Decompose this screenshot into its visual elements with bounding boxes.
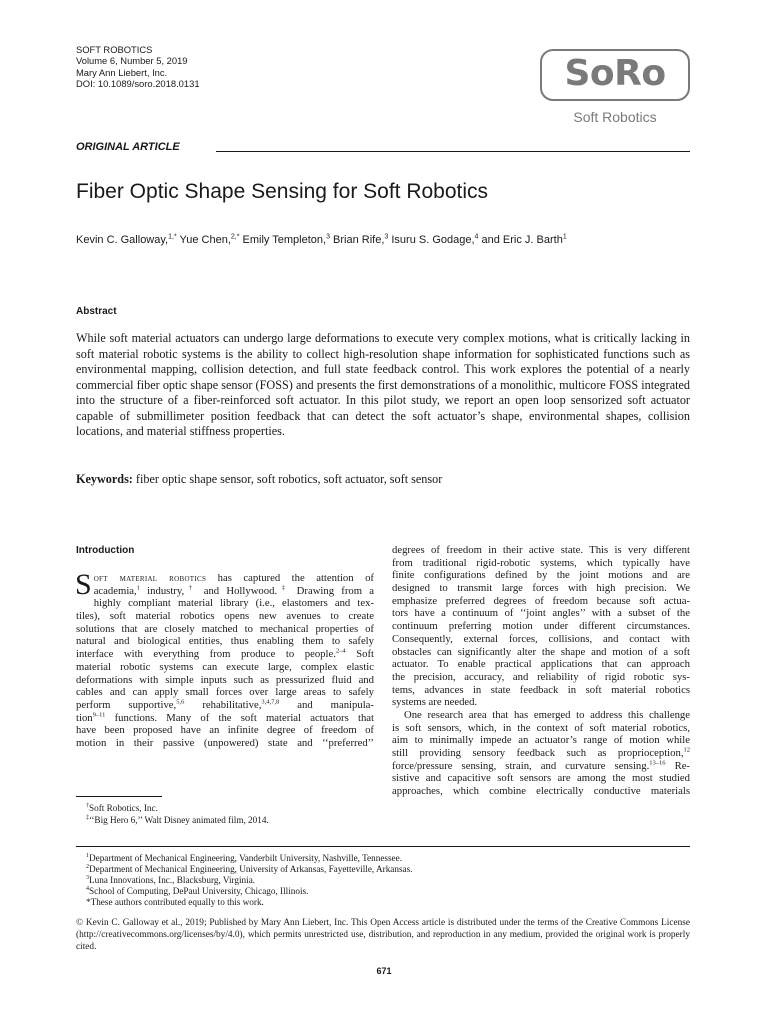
page-title: Fiber Optic Shape Sensing for Soft Robotics (76, 180, 489, 203)
text-span: emphasize preferred degrees of freedom because soft actua- (392, 594, 690, 607)
text-span: material robotic systems can execute large, complex elastic (76, 660, 374, 673)
text-line (392, 582, 690, 595)
keywords-label: Keywords: (76, 472, 133, 486)
text-line (392, 747, 690, 760)
text-span: actuator. To enable practical applications that can approach (392, 658, 690, 671)
text-span: obstacles can significantly alter the shape and motion of a soft (392, 645, 690, 658)
text-span: *These authors contributed equally to this work. (86, 897, 264, 908)
citation-superscript: 12 (683, 746, 690, 754)
drop-cap: S (75, 568, 92, 601)
abstract-heading: Abstract (76, 306, 117, 317)
affiliations (86, 853, 413, 908)
citation-superscript: 3,4,7,8 (261, 698, 280, 706)
text-line (392, 620, 690, 633)
text-line (76, 737, 374, 750)
text-line (392, 646, 690, 659)
text-span: industry, (139, 584, 185, 597)
text-line (392, 734, 690, 747)
journal-doi[interactable]: DOI: 10.1089/soro.2018.0131 (76, 78, 200, 90)
logo-text: SoRo (564, 53, 666, 94)
author-affiliation-mark: 2,* (230, 233, 240, 241)
citation-superscript: 1 (136, 584, 140, 592)
soro-logo (540, 49, 690, 130)
text-span: Re- (665, 759, 690, 772)
author-name: Emily Templeton, (239, 234, 327, 246)
text-line (392, 785, 690, 798)
citation-superscript: 3 (86, 875, 89, 882)
text-span: Luna Innovations, Inc., Blacksburg, Virginia. (89, 875, 256, 886)
logo-subtitle: Soft Robotics (573, 109, 657, 125)
affiliation (86, 875, 413, 886)
journal-info (76, 44, 200, 90)
text-span: have been proposed have an infinite degree of freedom of (76, 724, 374, 737)
text-span: School of Computing, DePaul University, Chicago, Illinois. (89, 886, 309, 897)
citation-superscript: † (184, 584, 197, 592)
text-line (76, 597, 374, 610)
text-span: from traditional rigid-robotic systems, which typically have (392, 556, 690, 569)
header-divider (216, 151, 690, 152)
text-span: designed to transmit large forces with high precision. We (392, 582, 690, 595)
footnote (86, 815, 269, 827)
text-span: tion (76, 711, 93, 724)
text-span: solutions that are closely matched to mechanical properties of (76, 622, 374, 635)
footnotes (86, 803, 269, 826)
text-span: academia, (93, 584, 137, 597)
text-span: tiles), soft material robotics opens new avenues to create (76, 610, 374, 623)
text-line (76, 724, 374, 737)
text-span: Soft (345, 648, 374, 661)
text-line (76, 610, 374, 623)
text-span: force/pressure sensing, strain, and curvature sensing. (392, 759, 650, 772)
text-span: finite configurations defined by the joint motions and are (392, 569, 690, 582)
citation-superscript: † (86, 802, 89, 809)
author-list (76, 234, 567, 246)
citation-superscript: ‡ (277, 584, 290, 592)
text-span: perform supportive, (76, 698, 177, 711)
smallcaps-lead: oft material robotics (93, 572, 207, 584)
text-span: cables and can apply small forces over large areas to safely (76, 686, 374, 699)
author-affiliation-mark: 1,* (168, 233, 177, 241)
text-span: functions. Many of the soft material actuators that (105, 711, 374, 724)
text-line (392, 760, 690, 773)
text-line (76, 674, 374, 687)
affiliation (86, 853, 413, 864)
right-column (392, 544, 690, 798)
text-span: Department of Mechanical Engineering, Vanderbilt University, Nashville, Tennessee. (89, 853, 402, 863)
text-span: still providing sensory feedback such as proprioception, (392, 747, 684, 759)
affiliation (86, 864, 413, 875)
citation-superscript: 2 (86, 864, 89, 871)
citation-superscript: 9–11 (92, 711, 106, 718)
affiliation (86, 886, 413, 897)
affiliation (86, 897, 413, 908)
text-span: the precision, accuracy, and reliability of rigid robotic sys- (392, 670, 690, 683)
text-span: Consequently, external forces, collisions, and contact with (392, 632, 690, 645)
text-span: aim to minimally impede an actuator’s range of motion while (392, 734, 690, 747)
text-span: tors have a continuum of ‘‘joint angles’’ with a subset of the (392, 607, 690, 620)
article-type: ORIGINAL ARTICLE (76, 141, 180, 153)
citation-superscript: 13–16 (649, 759, 666, 767)
text-line (392, 772, 690, 785)
footnote (86, 803, 269, 815)
text-line (392, 633, 690, 646)
text-line (392, 709, 690, 722)
text-span: and manipula- (279, 698, 374, 711)
text-span: Soft Robotics, Inc. (89, 803, 158, 813)
text-line (76, 572, 374, 585)
left-column (75, 568, 375, 750)
text-line (76, 712, 374, 725)
keywords-text: fiber optic shape sensor, soft robotics, soft actuator, soft sensor (132, 472, 443, 486)
text-line (76, 635, 374, 648)
journal-volume: Volume 6, Number 5, 2019 (76, 55, 188, 67)
text-line (392, 658, 690, 671)
text-line (392, 569, 690, 582)
author-affiliation-mark: 4 (474, 233, 479, 241)
citation-superscript: 5,6 (176, 698, 185, 706)
text-span: deformations with simple inputs such as pressurized fluid and (76, 673, 374, 686)
page-number: 671 (376, 966, 392, 976)
author-name: Isuru S. Godage, (388, 234, 475, 246)
text-span: One research area that has emerged to address this challenge (404, 708, 690, 721)
text-span: motion in their passive (unpowered) state and ‘‘preferred’’ (76, 736, 374, 749)
footnote-divider (76, 796, 162, 797)
author-affiliation-mark: 3 (384, 233, 389, 241)
text-line (392, 595, 690, 608)
text-span: sistive and capacitive soft sensors are among the most studied (392, 772, 690, 785)
citation-superscript: ‡ (86, 814, 89, 821)
text-line (392, 684, 690, 697)
text-span: highly compliant material library (i.e., elastomers and tex- (93, 597, 374, 610)
text-line (76, 623, 374, 636)
text-line (392, 557, 690, 570)
license-text: © Kevin C. Galloway et al., 2019; Published by Mary Ann Liebert, Inc. This Open Access article is distributed under the terms of the Creative Commons License (http://creativecommons.org/licenses/by/4.0), which permits unrestricted use, distribution, and reproduction in any medium, provided the original work is properly cited. (76, 918, 690, 952)
text-line (76, 661, 374, 674)
introduction-heading: Introduction (76, 545, 135, 556)
text-span: is soft sensors, which, in the context of soft material robotics, (392, 721, 690, 734)
author-affiliation-mark: 3 (326, 233, 330, 241)
text-span: systems are needed. (392, 696, 478, 709)
citation-superscript: 4 (86, 886, 89, 893)
keywords (76, 472, 690, 487)
journal-name: SOFT ROBOTICS (76, 44, 153, 55)
text-line (392, 722, 690, 735)
author-affiliation-mark: 1 (562, 233, 567, 241)
text-line (76, 585, 374, 598)
text-span: rehabilitative, (184, 698, 262, 711)
author-name: Yue Chen, (176, 234, 231, 246)
author-name: and Eric J. Barth (478, 234, 563, 246)
author-name: Brian Rife, (329, 234, 385, 246)
text-line (76, 699, 374, 712)
text-span: degrees of freedom in their active state. This is very different (392, 544, 690, 556)
text-span: and Hollywood. (196, 584, 278, 597)
text-line (392, 544, 690, 557)
text-span: approaches, which combine electrically conductive materials (392, 785, 690, 798)
text-span: ‘‘Big Hero 6,’’ Walt Disney animated film, 2014. (89, 814, 269, 825)
citation-superscript: 1 (86, 852, 89, 859)
text-span: continuum preferring motion under different circumstances. (392, 620, 690, 633)
text-span: has captured the attention of (206, 572, 374, 584)
text-line (76, 686, 374, 699)
text-line (392, 671, 690, 684)
affiliation-divider (76, 846, 690, 847)
text-span: Department of Mechanical Engineering, University of Arkansas, Fayetteville, Arkansas. (89, 864, 413, 875)
abstract-body: While soft material actuators can undergo large deformations to execute very complex motions, what is critically lacking in soft material robotic systems is the ability to collect high-resolution shape information for sophisticated functions such as environmental mapping, collision detection, and full state feedback control. This work explores the potential of a nearly commercial fiber optic shape sensor (FOSS) and presents the first demonstrations of a monolithic, multicore FOSS integrated into the structure of a fiber-reinforced soft actuator. In this pilot study, we report an open loop sensorized soft actuator capable of submillimeter position feedback that can detect the soft actuator’s shape, environmental shapes, collision locations, and material stiffness properties. (76, 331, 690, 438)
author-name: Kevin C. Galloway, (76, 234, 169, 246)
text-line (392, 607, 690, 620)
journal-publisher: Mary Ann Liebert, Inc. (76, 66, 168, 78)
text-span: tems, advances in state feedback in soft material robotics (392, 683, 690, 696)
text-span: Drawing from a (289, 584, 375, 597)
citation-superscript: 2–4 (335, 647, 346, 655)
text-span: interface with everything from produce to people. (76, 648, 336, 661)
text-span: natural and biological entities, thus enabling them to safely (76, 635, 374, 648)
text-line (76, 648, 374, 661)
text-line (392, 696, 690, 709)
